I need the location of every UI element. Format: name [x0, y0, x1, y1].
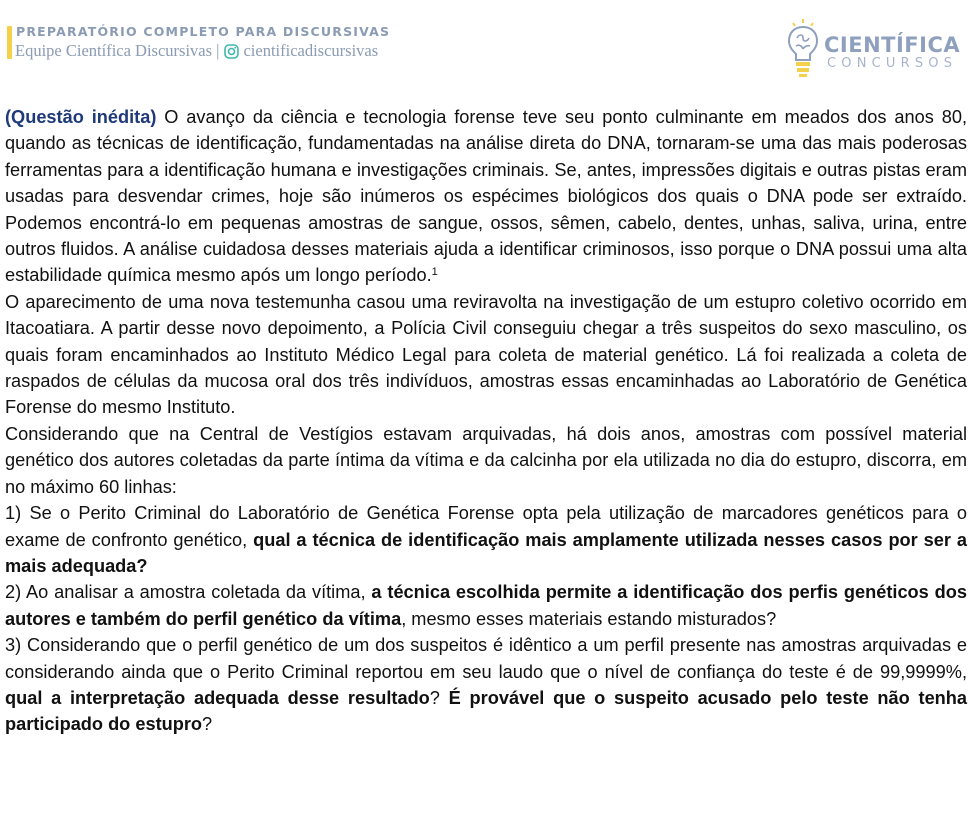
item-3-text-c: ? — [202, 714, 213, 735]
item-2-text-b: , mesmo esses materiais estando misturados? — [401, 608, 777, 629]
item-3-text-b: ? — [429, 687, 449, 708]
question-item-1 — [5, 500, 967, 579]
item-2-emphasis: a técnica escolhida permite a identificação dos perfis genéticos dos autores e também do perfil genético da vítima — [5, 582, 967, 629]
question-intro-paragraph — [5, 104, 967, 289]
item-3-emphasis-b: É provável que o suspeito acusado pelo teste não tenha participado do estupro — [5, 687, 968, 735]
footnote-marker: 1 — [431, 266, 438, 279]
question-item-2 — [5, 579, 967, 632]
instagram-icon — [224, 44, 239, 59]
item-3-text-a: 3) Considerando que o perfil genético de um dos suspeitos é idêntico a um perfil presente nas amostras arquivadas e considerando ainda que o Perito Criminal reportou em seu laudo que o nível de confiança do teste é de 99,9999%, — [5, 635, 967, 682]
item-1-emphasis: qual a técnica de identificação mais amplamente utilizada nesses casos por ser a mais adequada? — [5, 529, 967, 576]
instagram-handle: cientificadiscursivas — [243, 41, 379, 60]
logo-name: CIENTÍFICA — [824, 33, 961, 57]
page-header — [0, 0, 970, 90]
intro-text: O avanço da ciência e tecnologia forense teve seu ponto culminante em meados dos anos 80, quando as técnicas de identificação, fundamentadas na análise direta do DNA, tornaram-se uma das mais poderosas ferramentas para a identificação humana e investigações criminais. Se, antes, impressões digitais e outras pistas eram usadas para desvendar crimes, hoje são inúmeros os espécimes biológicos dos quais o DNA pode ser extraído. Podemos encontrá-lo em pequenas amostras de sangue, ossos, sêmen, cabelo, dentes, unhas, saliva, urina, entre outros fluidos. A análise cuidadosa desses materiais ajuda a identificar criminosos, isso porque o DNA possui uma alta estabilidade química mesmo após um longo período. — [5, 107, 967, 286]
question-label: (Questão inédita) — [5, 107, 157, 127]
item-1-text: 1) Se o Perito Criminal do Laboratório de Genética Forense opta pela utilização de marcadores genéticos para o exame de confronto genético, — [5, 503, 967, 550]
question-item-3 — [5, 632, 967, 738]
instruction-paragraph: Considerando que na Central de Vestígios estavam arquivadas, há dois anos, amostras com possível material genético dos autores coletadas da parte íntima da vítima e da calcinha por ela utilizada no dia do estupro, discorra, em no máximo 60 linhas: — [5, 423, 967, 497]
brand-logo — [784, 16, 961, 80]
item-2-text-a: 2) Ao analisar a amostra coletada da vítima, — [5, 582, 372, 603]
lightbulb-brain-icon — [784, 16, 824, 80]
item-3-emphasis-a: qual a interpretação adequada desse resultado — [5, 687, 430, 708]
logo-tagline: CONCURSOS — [827, 56, 958, 71]
course-title: PREPARATÓRIO COMPLETO PARA DISCURSIVAS — [16, 24, 391, 39]
team-line — [15, 41, 378, 61]
team-name: Equipe Científica Discursivas | — [15, 41, 220, 60]
accent-bar — [7, 26, 12, 59]
case-paragraph: O aparecimento de uma nova testemunha casou uma reviravolta na investigação de um estupro coletivo ocorrido em Itacoatiara. A partir desse novo depoimento, a Polícia Civil conseguiu chegar a três suspeitos do sexo masculino, os quais foram encaminhados ao Instituto Médico Legal para coleta de material genético. Lá foi realizada a coleta de raspados de células da mucosa oral dos três indivíduos, amostras essas encaminhadas ao Laboratório de Genética Forense do mesmo Instituto. — [5, 291, 967, 418]
question-body — [5, 104, 967, 738]
